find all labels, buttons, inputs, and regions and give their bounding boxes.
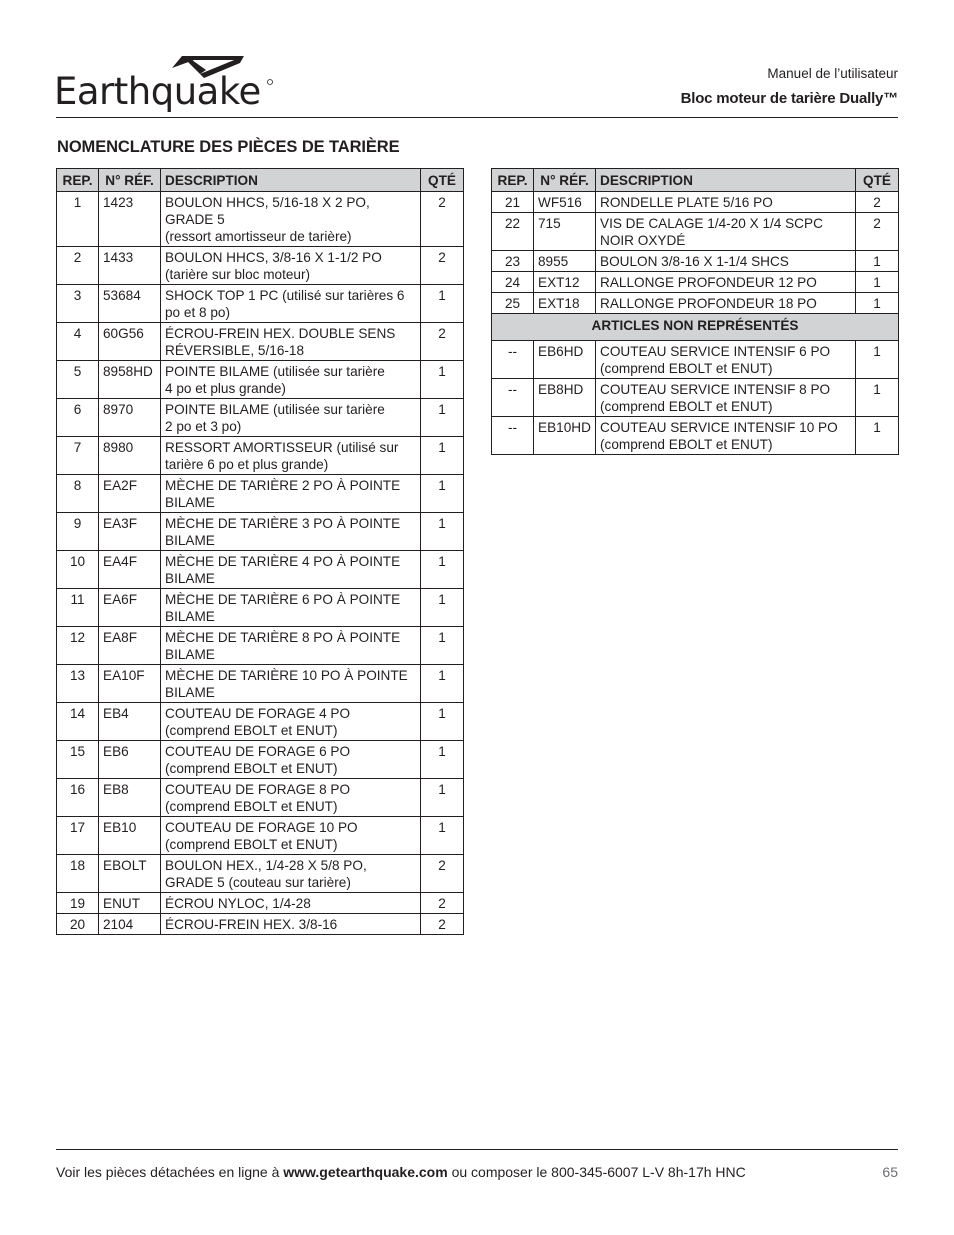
description-line: BOULON 3/8-16 X 1-1/4 SHCS — [600, 254, 789, 269]
qty-cell: 2 — [856, 213, 899, 251]
description-line: BILAME — [165, 571, 215, 586]
col-ref-header: N° RÉF. — [99, 169, 161, 192]
qty-cell: 1 — [421, 437, 464, 475]
qty-cell: 1 — [421, 475, 464, 513]
table-row — [492, 272, 899, 293]
table-row — [57, 893, 464, 914]
qty-cell: 1 — [856, 341, 899, 379]
parts-table-right — [491, 168, 899, 455]
description-line: COUTEAU SERVICE INTENSIF 8 PO — [600, 382, 831, 397]
rep-cell: 21 — [492, 192, 534, 213]
rep-cell: 20 — [57, 914, 99, 935]
rep-cell: 16 — [57, 779, 99, 817]
description-line: COUTEAU DE FORAGE 4 PO — [165, 706, 351, 721]
ref-cell: 1433 — [99, 247, 161, 285]
description-cell — [161, 589, 421, 627]
not-shown-heading: ARTICLES NON REPRÉSENTÉS — [492, 314, 899, 341]
ref-cell: EB4 — [99, 703, 161, 741]
rep-cell: 13 — [57, 665, 99, 703]
description-line: ÉCROU-FREIN HEX. DOUBLE SENS — [165, 326, 396, 341]
earthquake-logo-graphic — [54, 54, 276, 116]
description-line: RESSORT AMORTISSEUR (utilisé sur — [165, 440, 399, 455]
logo-wordmark: Earthquake — [54, 70, 261, 113]
table-row — [492, 417, 899, 455]
qty-cell: 1 — [421, 703, 464, 741]
description-line: (comprend EBOLT et ENUT) — [165, 799, 338, 814]
table-row — [492, 293, 899, 314]
description-cell — [596, 251, 856, 272]
description-line: BOULON HEX., 1/4-28 X 5/8 PO, — [165, 858, 367, 873]
ref-cell: EA2F — [99, 475, 161, 513]
description-cell — [161, 399, 421, 437]
description-cell — [161, 323, 421, 361]
qty-cell: 2 — [421, 855, 464, 893]
qty-cell: 1 — [421, 589, 464, 627]
table-row — [57, 817, 464, 855]
qty-cell: 1 — [421, 779, 464, 817]
manual-label: Manuel de l’utilisateur — [767, 66, 898, 81]
description-line: MÈCHE DE TARIÈRE 10 PO À POINTE — [165, 668, 408, 683]
qty-cell: 1 — [421, 551, 464, 589]
qty-cell: 1 — [856, 272, 899, 293]
description-line: RALLONGE PROFONDEUR 12 PO — [600, 275, 817, 290]
description-cell — [596, 293, 856, 314]
col-qty-header: QTÉ — [421, 169, 464, 192]
table-row — [492, 213, 899, 251]
description-cell — [596, 417, 856, 455]
qty-cell: 1 — [421, 513, 464, 551]
description-line: MÈCHE DE TARIÈRE 4 PO À POINTE — [165, 554, 401, 569]
table-row — [492, 192, 899, 213]
description-line: 4 po et plus grande) — [165, 381, 286, 396]
rep-cell: 5 — [57, 361, 99, 399]
description-line: (tarière sur bloc moteur) — [165, 267, 311, 282]
qty-cell: 1 — [856, 293, 899, 314]
ref-cell: 8970 — [99, 399, 161, 437]
table-row — [57, 627, 464, 665]
qty-cell: 1 — [856, 251, 899, 272]
description-cell — [596, 272, 856, 293]
table-row — [57, 703, 464, 741]
rep-cell: 18 — [57, 855, 99, 893]
description-line: COUTEAU SERVICE INTENSIF 10 PO — [600, 420, 838, 435]
footer-text — [56, 1164, 746, 1180]
description-line: BILAME — [165, 495, 215, 510]
product-title: Bloc moteur de tarière Dually™ — [680, 90, 898, 107]
rep-cell: 9 — [57, 513, 99, 551]
description-cell — [161, 247, 421, 285]
qty-cell: 1 — [421, 741, 464, 779]
description-line: BOULON HHCS, 5/16-18 X 2 PO, — [165, 195, 370, 210]
description-line: RALLONGE PROFONDEUR 18 PO — [600, 296, 817, 311]
description-line: (comprend EBOLT et ENUT) — [600, 361, 773, 376]
ref-cell: EA10F — [99, 665, 161, 703]
table-row — [492, 251, 899, 272]
ref-cell: 1423 — [99, 192, 161, 247]
description-line: COUTEAU DE FORAGE 10 PO — [165, 820, 358, 835]
description-cell — [161, 285, 421, 323]
description-cell — [596, 213, 856, 251]
ref-cell: 60G56 — [99, 323, 161, 361]
table-row — [57, 741, 464, 779]
header-divider — [56, 117, 898, 118]
ref-cell: 8980 — [99, 437, 161, 475]
ref-cell: EB10HD — [534, 417, 596, 455]
qty-cell: 1 — [856, 417, 899, 455]
qty-cell: 2 — [856, 192, 899, 213]
description-line: (comprend EBOLT et ENUT) — [165, 761, 338, 776]
website-link[interactable]: www.getearthquake.com — [283, 1164, 448, 1180]
col-rep-header: REP. — [57, 169, 99, 192]
description-cell — [161, 914, 421, 935]
ref-cell: EB6 — [99, 741, 161, 779]
parts-table-left — [56, 168, 464, 935]
table-row — [492, 341, 899, 379]
col-desc-header: DESCRIPTION — [596, 169, 856, 192]
col-desc-header: DESCRIPTION — [161, 169, 421, 192]
table-row — [57, 855, 464, 893]
rep-cell: 14 — [57, 703, 99, 741]
left-table-body — [57, 192, 464, 935]
description-line: BILAME — [165, 685, 215, 700]
footer-suffix: ou composer le 800-345-6007 L-V 8h-17h HNC — [447, 1164, 746, 1180]
qty-cell: 1 — [421, 285, 464, 323]
ref-cell: EBOLT — [99, 855, 161, 893]
ref-cell: EA4F — [99, 551, 161, 589]
table-header-row — [57, 169, 464, 192]
description-line: 2 po et 3 po) — [165, 419, 242, 434]
description-line: GRADE 5 — [165, 212, 225, 227]
rep-cell: 8 — [57, 475, 99, 513]
rep-cell: 19 — [57, 893, 99, 914]
table-row — [57, 475, 464, 513]
description-line: COUTEAU DE FORAGE 8 PO — [165, 782, 351, 797]
description-cell — [161, 893, 421, 914]
rep-cell: 22 — [492, 213, 534, 251]
description-cell — [161, 475, 421, 513]
description-cell — [161, 741, 421, 779]
rep-cell: 1 — [57, 192, 99, 247]
description-cell — [596, 379, 856, 417]
description-line: tarière 6 po et plus grande) — [165, 457, 329, 472]
table-row — [57, 247, 464, 285]
ref-cell: 8955 — [534, 251, 596, 272]
table-row — [57, 665, 464, 703]
qty-cell: 2 — [421, 192, 464, 247]
description-cell — [161, 437, 421, 475]
description-line: BILAME — [165, 647, 215, 662]
description-cell — [161, 361, 421, 399]
ref-cell: 8958HD — [99, 361, 161, 399]
description-line: po et 8 po) — [165, 305, 230, 320]
page-number: 65 — [882, 1164, 898, 1180]
description-line: ÉCROU-FREIN HEX. 3/8-16 — [165, 917, 338, 932]
ref-cell: EXT18 — [534, 293, 596, 314]
description-cell — [596, 192, 856, 213]
description-cell — [596, 341, 856, 379]
description-line: MÈCHE DE TARIÈRE 6 PO À POINTE — [165, 592, 401, 607]
rep-cell: 6 — [57, 399, 99, 437]
rep-cell: 25 — [492, 293, 534, 314]
description-line: MÈCHE DE TARIÈRE 3 PO À POINTE — [165, 516, 401, 531]
table-row — [57, 914, 464, 935]
ref-cell: 2104 — [99, 914, 161, 935]
description-line: ÉCROU NYLOC, 1/4-28 — [165, 896, 311, 911]
qty-cell: 2 — [421, 893, 464, 914]
ref-cell: WF516 — [534, 192, 596, 213]
qty-cell: 1 — [421, 817, 464, 855]
rep-cell: -- — [492, 417, 534, 455]
right-table-body — [492, 192, 899, 314]
table-row — [57, 779, 464, 817]
col-ref-header: N° RÉF. — [534, 169, 596, 192]
earthquake-logo — [54, 54, 276, 116]
qty-cell: 2 — [421, 323, 464, 361]
table-header-row — [492, 169, 899, 192]
section-title: NOMENCLATURE DES PIÈCES DE TARIÈRE — [57, 138, 400, 156]
qty-cell: 2 — [421, 914, 464, 935]
qty-cell: 1 — [421, 665, 464, 703]
qty-cell: 1 — [856, 379, 899, 417]
ref-cell: EB10 — [99, 817, 161, 855]
description-line: COUTEAU DE FORAGE 6 PO — [165, 744, 351, 759]
qty-cell: 1 — [421, 361, 464, 399]
rep-cell: 2 — [57, 247, 99, 285]
description-line: RÉVERSIBLE, 5/16-18 — [165, 343, 305, 358]
description-cell — [161, 551, 421, 589]
ref-cell: EA6F — [99, 589, 161, 627]
table-row — [57, 513, 464, 551]
description-line: (comprend EBOLT et ENUT) — [165, 723, 338, 738]
description-cell — [161, 817, 421, 855]
description-line: (comprend EBOLT et ENUT) — [600, 437, 773, 452]
rep-cell: 23 — [492, 251, 534, 272]
qty-cell: 2 — [421, 247, 464, 285]
rep-cell: 11 — [57, 589, 99, 627]
description-line: (comprend EBOLT et ENUT) — [165, 837, 338, 852]
table-row — [57, 361, 464, 399]
col-rep-header: REP. — [492, 169, 534, 192]
qty-cell: 1 — [421, 399, 464, 437]
ref-cell: EA3F — [99, 513, 161, 551]
description-line: BILAME — [165, 609, 215, 624]
description-line: RONDELLE PLATE 5/16 PO — [600, 195, 773, 210]
rep-cell: 24 — [492, 272, 534, 293]
ref-cell: EB6HD — [534, 341, 596, 379]
description-line: BOULON HHCS, 3/8-16 X 1-1/2 PO — [165, 250, 382, 265]
ref-cell: EA8F — [99, 627, 161, 665]
ref-cell: EB8 — [99, 779, 161, 817]
rep-cell: 4 — [57, 323, 99, 361]
ref-cell: 53684 — [99, 285, 161, 323]
description-cell — [161, 627, 421, 665]
table-row — [57, 399, 464, 437]
table-row — [492, 379, 899, 417]
table-row — [57, 323, 464, 361]
description-cell — [161, 855, 421, 893]
description-line: GRADE 5 (couteau sur tarière) — [165, 875, 351, 890]
ref-cell: EB8HD — [534, 379, 596, 417]
footer-prefix: Voir les pièces détachées en ligne à — [56, 1164, 284, 1180]
rep-cell: 17 — [57, 817, 99, 855]
description-line: COUTEAU SERVICE INTENSIF 6 PO — [600, 344, 831, 359]
rep-cell: 3 — [57, 285, 99, 323]
ref-cell: ENUT — [99, 893, 161, 914]
rep-cell: 7 — [57, 437, 99, 475]
description-line: (ressort amortisseur de tarière) — [165, 229, 352, 244]
description-line: VIS DE CALAGE 1/4-20 X 1/4 SCPC — [600, 216, 823, 231]
description-cell — [161, 665, 421, 703]
table-row — [57, 437, 464, 475]
not-shown-heading-row — [492, 314, 899, 341]
col-qty-header: QTÉ — [856, 169, 899, 192]
description-cell — [161, 192, 421, 247]
description-cell — [161, 779, 421, 817]
rep-cell: 10 — [57, 551, 99, 589]
qty-cell: 1 — [421, 627, 464, 665]
description-line: MÈCHE DE TARIÈRE 2 PO À POINTE — [165, 478, 401, 493]
rep-cell: 15 — [57, 741, 99, 779]
description-cell — [161, 703, 421, 741]
not-shown-table-body — [492, 341, 899, 455]
description-line: NOIR OXYDÉ — [600, 233, 686, 248]
table-row — [57, 192, 464, 247]
description-line: BILAME — [165, 533, 215, 548]
rep-cell: -- — [492, 341, 534, 379]
description-cell — [161, 513, 421, 551]
rep-cell: 12 — [57, 627, 99, 665]
description-line: (comprend EBOLT et ENUT) — [600, 399, 773, 414]
rep-cell: -- — [492, 379, 534, 417]
table-row — [57, 285, 464, 323]
ref-cell: EXT12 — [534, 272, 596, 293]
table-row — [57, 551, 464, 589]
description-line: POINTE BILAME (utilisée sur tarière — [165, 402, 385, 417]
description-line: SHOCK TOP 1 PC (utilisé sur tarières 6 — [165, 288, 405, 303]
ref-cell: 715 — [534, 213, 596, 251]
table-row — [57, 589, 464, 627]
description-line: POINTE BILAME (utilisée sur tarière — [165, 364, 385, 379]
description-line: MÈCHE DE TARIÈRE 8 PO À POINTE — [165, 630, 401, 645]
footer-divider — [56, 1149, 898, 1150]
